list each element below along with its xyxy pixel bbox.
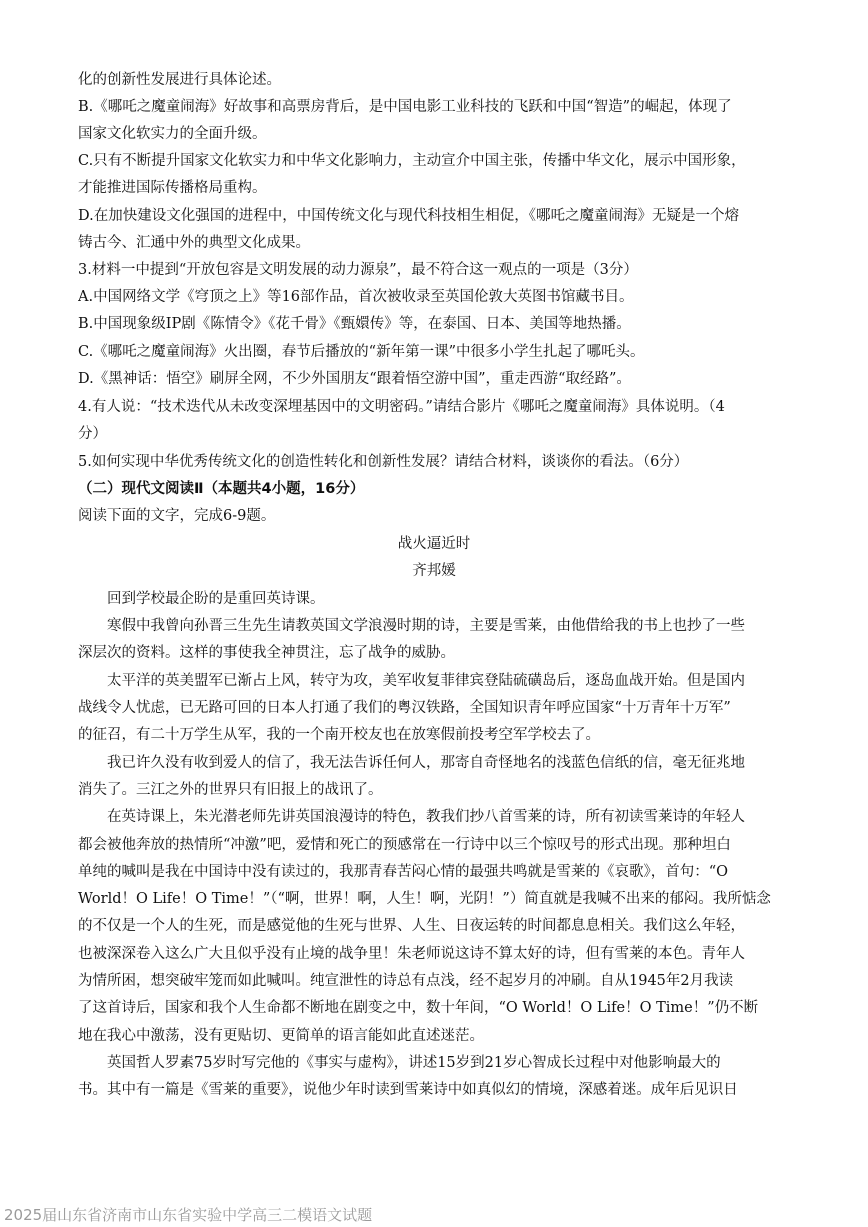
article-paragraph-line: 为情所困，想突破牢笼而如此喊叫。纯宣泄性的诗总有点浅，经不起岁月的冲刷。自从1945年2月我读 — [78, 973, 734, 989]
text-line: 化的创新性发展进行具体论述。 — [78, 72, 281, 88]
question-3: 3.材料一中提到“开放包容是文明发展的动力源泉”，最不符合这一观点的一项是（3分） — [78, 262, 638, 278]
article-paragraph-line: 书。其中有一篇是《雪莱的重要》，说他少年时读到雪莱诗中如真似幻的情境，深感着迷。成年后见识日 — [78, 1082, 738, 1098]
option-c-line: C.只有不断提升国家文化软实力和中华文化影响力，主动宣介中国主张，传播中华文化，展示中国形象， — [78, 153, 746, 169]
question-3-option-b: B.中国现象级IP剧《陈情令》《花千骨》《甄嬛传》等，在泰国、日本、美国等地热播。 — [78, 316, 631, 332]
article-paragraph-line: World！O Life！O Time！”（“啊，世界！啊，人生！啊，光阴！”）简直就是我喊不出来的郁闷。我所惦念 — [78, 891, 771, 907]
article-paragraph-line: 英国哲人罗素75岁时写完他的《事实与虚构》，讲述15岁到21岁心智成长过程中对他影响最大的 — [78, 1055, 721, 1071]
question-4: 4.有人说：“技术迭代从未改变深埋基因中的文明密码。”请结合影片《哪吒之魔童闹海》具体说明。（4 — [78, 399, 725, 415]
section-heading: （二）现代文阅读Ⅱ（本题共4小题，16分） — [78, 481, 365, 497]
article-paragraph-line: 单纯的喊叫是我在中国诗中没有读过的，我那青春苦闷心情的最强共鸣就是雪莱的《哀歌》，首句：“O — [78, 864, 729, 880]
article-paragraph-line: 消失了。三江之外的世界只有旧报上的战讯了。 — [78, 782, 383, 798]
text-line: 国家文化软实力的全面升级。 — [78, 126, 267, 142]
text-line: 分） — [78, 426, 107, 442]
article-paragraph-line: 太平洋的英美盟军已渐占上风，转守为攻，美军收复菲律宾登陆硫磺岛后，逐岛血战开始。但是国内 — [78, 673, 745, 689]
article-paragraph-line: 战线令人忧虑，已无路可回的日本人打通了我们的粤汉铁路，全国知识青年呼应国家“十万青年十万军” — [78, 700, 731, 716]
question-3-option-d: D.《黑神话：悟空》刷屏全网，不少外国朋友“跟着悟空游中国”，重走西游“取经路”。 — [78, 371, 631, 387]
article-paragraph-line: 在英诗课上，朱光潜老师先讲英国浪漫诗的特色，教我们抄八首雪莱的诗，所有初读雪莱诗的年轻人 — [78, 809, 745, 825]
article-paragraph-line: 地在我心中激荡，没有更贴切、更简单的语言能如此直述迷茫。 — [78, 1028, 484, 1044]
article-paragraph-line: 都会被他奔放的热情所“冲激”吧，爱情和死亡的预感常在一行诗中以三个惊叹号的形式出现。那种坦白 — [78, 837, 731, 853]
article-paragraph-line: 深层次的资料。这样的事使我全神贯注，忘了战争的威胁。 — [78, 645, 455, 661]
article-paragraph-line: 了这首诗后，国家和我个人生命都不断地在剧变之中，数十年间，“O World！O Life！O Time！”仍不断 — [78, 1000, 759, 1016]
article-paragraph-line: 也被深深卷入这么广大且似乎没有止境的战争里！朱老师说这诗不算太好的诗，但有雪莱的本色。青年人 — [78, 946, 745, 962]
article-paragraph-line: 的不仅是一个人的生死，而是感觉他的生死与世界、人生、日夜运转的时间都息息相关。我们这么年轻， — [78, 918, 745, 934]
article-paragraph-line: 的征召，有二十万学生从军，我的一个南开校友也在放寒假前投考空军学校去了。 — [78, 727, 600, 743]
question-5: 5.如何实现中华优秀传统文化的创造性转化和创新性发展？请结合材料，谈谈你的看法。（6分） — [78, 454, 689, 470]
reading-instruction: 阅读下面的文字，完成6-9题。 — [78, 508, 276, 524]
article-paragraph-line: 寒假中我曾向孙晋三生先生请教英国文学浪漫时期的诗，主要是雪莱，由他借给我的书上也抄了一些 — [78, 618, 745, 634]
document-footer: 2025届山东省济南市山东省实验中学高三二模语文试题 — [4, 1206, 373, 1224]
article-title: 战火逼近时 — [397, 536, 471, 552]
option-d-line: D.在加快建设文化强国的进程中，中国传统文化与现代科技相生相促，《哪吒之魔童闹海》无疑是一个熔 — [78, 208, 739, 224]
question-3-option-a: A.中国网络文学《穹顶之上》等16部作品，首次被收录至英国伦敦大英图书馆藏书目。 — [78, 289, 634, 305]
option-b-line: B.《哪吒之魔童闹海》好故事和高票房背后，是中国电影工业科技的飞跃和中国“智造”的崛起，体现了 — [78, 99, 732, 115]
article-paragraph-line: 我已许久没有收到爱人的信了，我无法告诉任何人，那寄自奇怪地名的浅蓝色信纸的信，毫无征兆地 — [78, 755, 745, 771]
text-line: 才能推进国际传播格局重构。 — [78, 180, 267, 196]
text-line: 铸古今、汇通中外的典型文化成果。 — [78, 235, 310, 251]
article-paragraph-line: 回到学校最企盼的是重回英诗课。 — [78, 591, 325, 607]
article-author: 齐邦媛 — [412, 563, 456, 579]
question-3-option-c: C.《哪吒之魔童闹海》火出圈，春节后播放的“新年第一课”中很多小学生扎起了哪吒头。 — [78, 344, 645, 360]
